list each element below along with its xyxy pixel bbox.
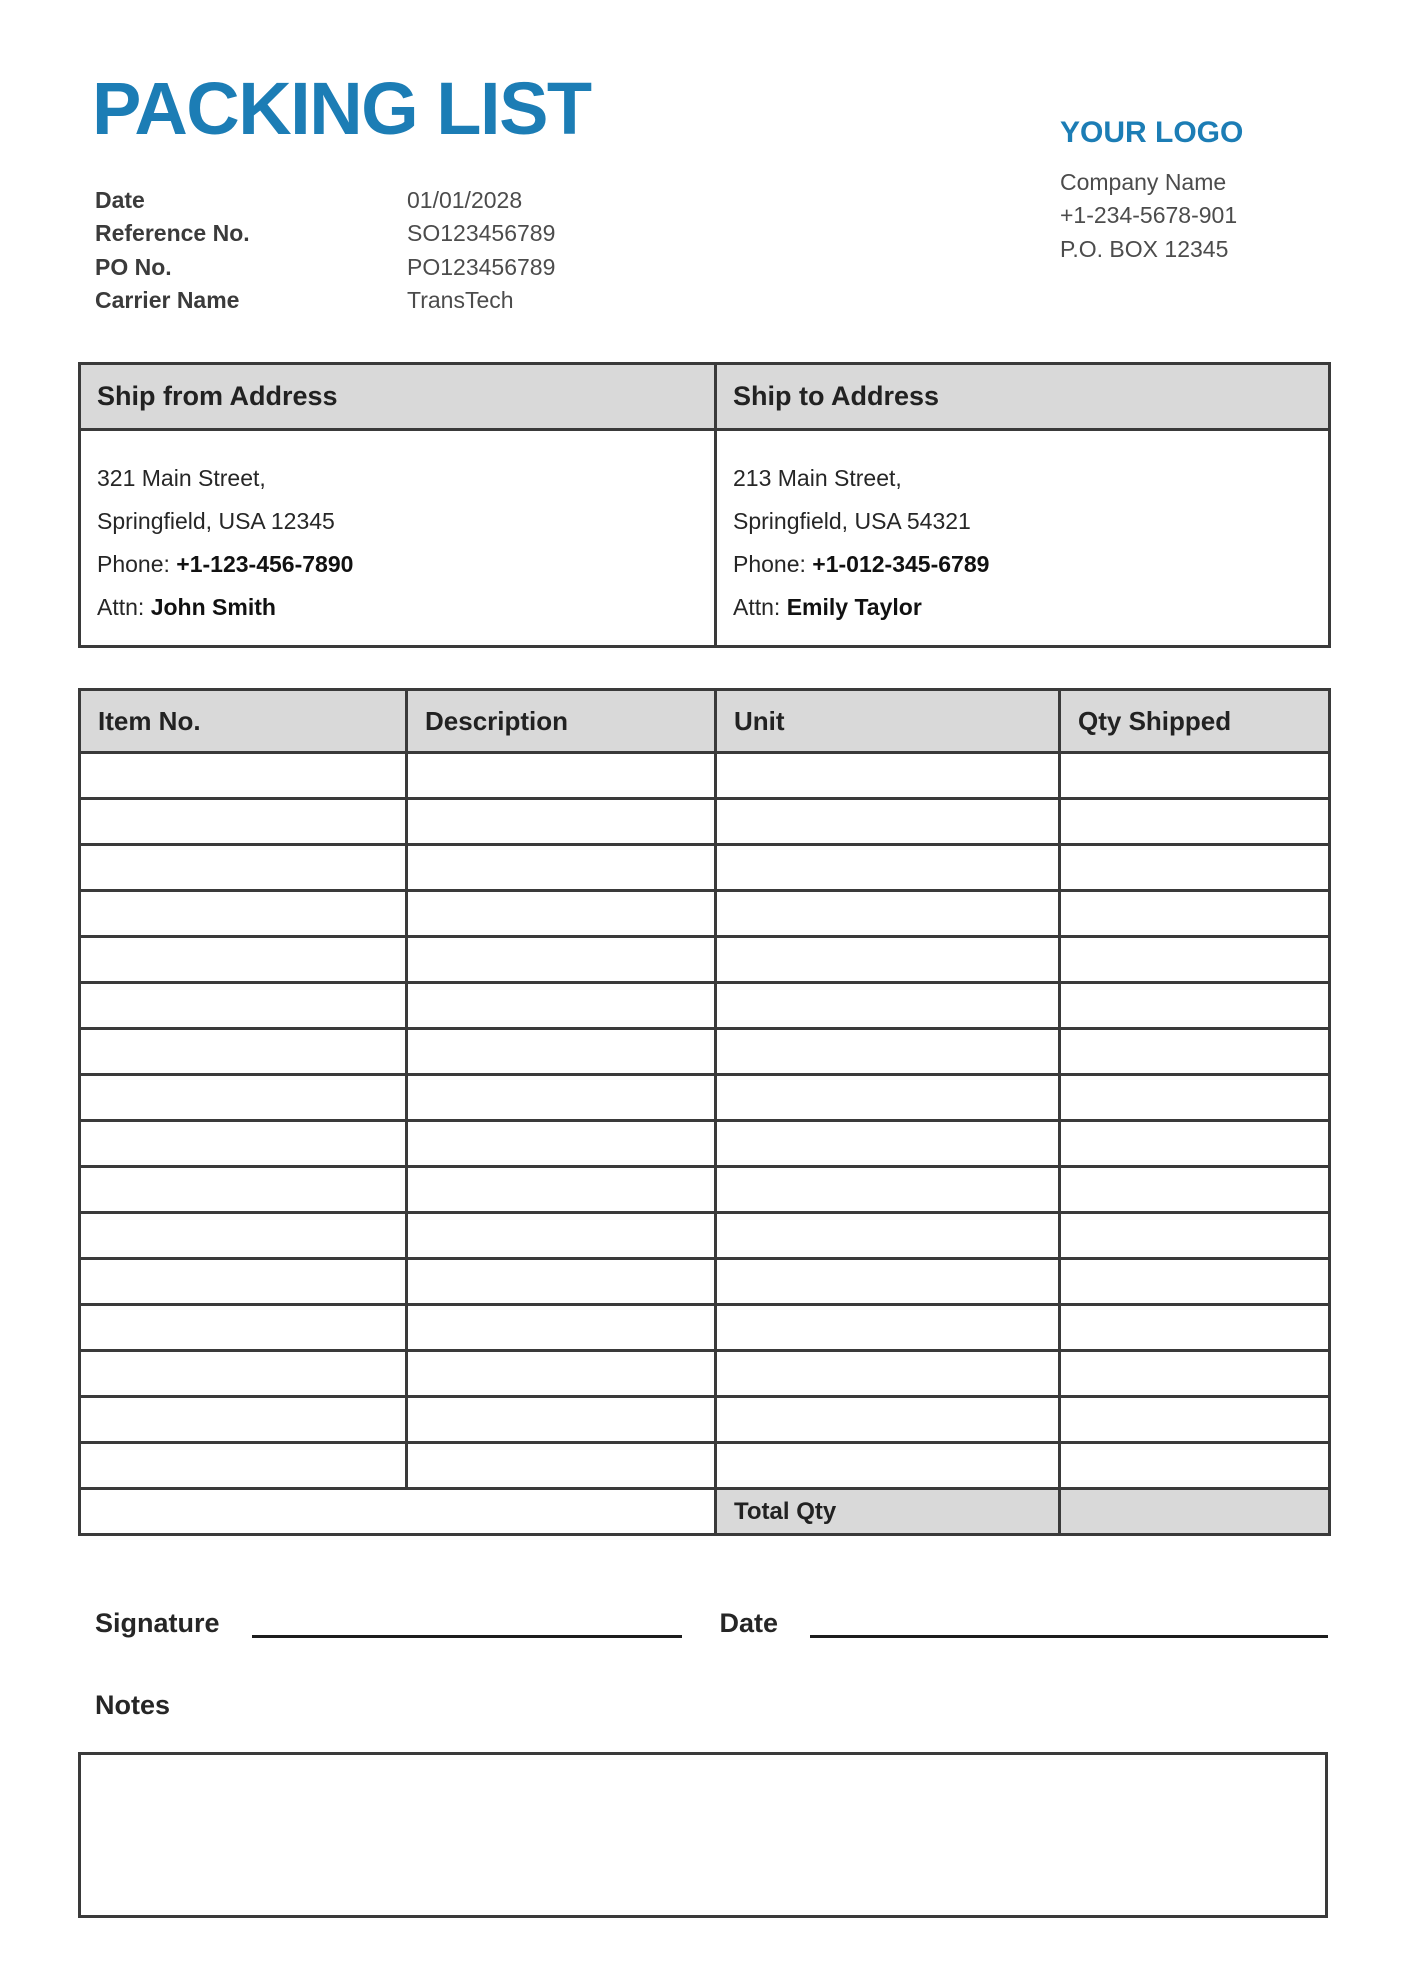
item-cell (407, 937, 716, 983)
reference-value: SO123456789 (407, 220, 556, 247)
items-header-row (80, 690, 1330, 753)
item-cell (716, 1213, 1060, 1259)
item-cell (80, 1305, 407, 1351)
total-qty-label: Total Qty (716, 1489, 1060, 1535)
item-row (80, 1443, 1330, 1489)
address-header-row (80, 364, 1330, 430)
item-cell (80, 1029, 407, 1075)
item-cell (80, 1259, 407, 1305)
item-cell (716, 799, 1060, 845)
address-body-row (80, 430, 1330, 647)
reference-label: Reference No. (95, 220, 250, 247)
items-table (78, 688, 1331, 1536)
item-cell (716, 937, 1060, 983)
address-table (78, 362, 1331, 648)
item-cell (1060, 1443, 1330, 1489)
ship-to-street: 213 Main Street, (733, 465, 902, 491)
item-cell (407, 1167, 716, 1213)
item-cell (716, 1029, 1060, 1075)
ship-from-city: Springfield, USA 12345 (97, 508, 335, 534)
item-cell (407, 1351, 716, 1397)
items-body (80, 753, 1330, 1489)
date-label: Date (95, 187, 145, 213)
meta-row-reference (95, 217, 555, 250)
total-qty-value (1060, 1489, 1330, 1535)
notes-box (78, 1752, 1328, 1918)
item-row (80, 1213, 1330, 1259)
ship-from-street: 321 Main Street, (97, 465, 266, 491)
carrier-value: TransTech (407, 287, 514, 314)
item-cell (407, 845, 716, 891)
meta-row-po (95, 251, 555, 284)
item-cell (80, 937, 407, 983)
page-title: PACKING LIST (92, 67, 591, 150)
item-cell (1060, 1351, 1330, 1397)
item-cell (1060, 1167, 1330, 1213)
date-label-footer: Date (719, 1608, 779, 1638)
ship-to-attn-name: Emily Taylor (786, 594, 922, 620)
item-row (80, 845, 1330, 891)
item-cell (1060, 1213, 1330, 1259)
item-cell (716, 845, 1060, 891)
item-cell (1060, 891, 1330, 937)
ship-to-phone-number: +1-012-345-6789 (812, 551, 990, 577)
item-row (80, 983, 1330, 1029)
item-cell (1060, 1259, 1330, 1305)
item-cell (80, 1121, 407, 1167)
item-cell (80, 845, 407, 891)
item-row (80, 1351, 1330, 1397)
item-cell (407, 1443, 716, 1489)
item-cell (80, 1443, 407, 1489)
ship-to-attn: Attn: Emily Taylor (733, 594, 922, 620)
notes-label: Notes (95, 1690, 171, 1720)
signature-line (252, 1614, 682, 1638)
item-row (80, 1029, 1330, 1075)
item-cell (1060, 1397, 1330, 1443)
item-cell (407, 799, 716, 845)
qty-shipped-header: Qty Shipped (1060, 690, 1330, 753)
ship-to-city: Springfield, USA 54321 (733, 508, 971, 534)
po-label: PO No. (95, 253, 172, 280)
company-po-box: P.O. BOX 12345 (1060, 235, 1229, 262)
date-value: 01/01/2028 (407, 187, 523, 213)
item-cell (716, 1259, 1060, 1305)
item-cell (716, 1075, 1060, 1121)
ship-from-cell (80, 430, 716, 647)
company-block (1060, 116, 1243, 266)
item-cell (1060, 753, 1330, 799)
item-row (80, 1167, 1330, 1213)
item-cell (80, 891, 407, 937)
signature-label: Signature (95, 1608, 220, 1638)
meta-row-carrier (95, 284, 555, 317)
item-cell (407, 1029, 716, 1075)
item-cell (407, 1213, 716, 1259)
item-cell (716, 1305, 1060, 1351)
description-header: Description (407, 690, 716, 753)
item-cell (407, 1305, 716, 1351)
document-meta (95, 184, 555, 318)
item-cell (716, 983, 1060, 1029)
item-cell (1060, 1305, 1330, 1351)
item-row (80, 753, 1330, 799)
carrier-label: Carrier Name (95, 287, 240, 314)
item-row (80, 799, 1330, 845)
item-cell (1060, 1121, 1330, 1167)
item-cell (716, 1443, 1060, 1489)
item-cell (407, 1075, 716, 1121)
item-cell (407, 983, 716, 1029)
signature-section (95, 1608, 1328, 1638)
company-name: Company Name (1060, 169, 1227, 195)
item-row (80, 937, 1330, 983)
item-cell (80, 1167, 407, 1213)
item-row (80, 1121, 1330, 1167)
ship-from-attn: Attn: John Smith (97, 594, 276, 620)
item-cell (80, 983, 407, 1029)
item-cell (80, 1213, 407, 1259)
item-row (80, 1397, 1330, 1443)
unit-header: Unit (716, 690, 1060, 753)
item-row (80, 1305, 1330, 1351)
ship-from-phone: Phone: +1-123-456-7890 (97, 551, 354, 577)
item-row (80, 1075, 1330, 1121)
meta-row-date (95, 184, 555, 217)
item-cell (407, 753, 716, 799)
item-cell (407, 891, 716, 937)
date-line (810, 1614, 1328, 1638)
item-cell (80, 799, 407, 845)
item-cell (1060, 799, 1330, 845)
item-cell (80, 1075, 407, 1121)
ship-to-header: Ship to Address (716, 364, 1330, 430)
item-cell (407, 1397, 716, 1443)
item-cell (716, 753, 1060, 799)
item-cell (80, 1351, 407, 1397)
ship-to-phone: Phone: +1-012-345-6789 (733, 551, 990, 577)
item-cell (1060, 1075, 1330, 1121)
po-value: PO123456789 (407, 253, 556, 280)
item-cell (716, 1121, 1060, 1167)
item-row (80, 891, 1330, 937)
item-row (80, 1259, 1330, 1305)
company-phone: +1-234-5678-901 (1060, 202, 1238, 229)
item-cell (716, 1397, 1060, 1443)
item-cell (1060, 845, 1330, 891)
item-cell (716, 1351, 1060, 1397)
item-cell (1060, 937, 1330, 983)
total-row (80, 1489, 1330, 1535)
total-row-spacer (80, 1489, 716, 1535)
item-cell (407, 1259, 716, 1305)
ship-from-header: Ship from Address (80, 364, 716, 430)
ship-to-cell (716, 430, 1330, 647)
item-cell (80, 1397, 407, 1443)
ship-from-attn-name: John Smith (150, 594, 276, 620)
ship-from-phone-number: +1-123-456-7890 (176, 551, 354, 577)
item-no-header: Item No. (80, 690, 407, 753)
item-cell (716, 891, 1060, 937)
item-cell (716, 1167, 1060, 1213)
item-cell (1060, 983, 1330, 1029)
company-logo: YOUR LOGO (1060, 116, 1244, 149)
item-cell (1060, 1029, 1330, 1075)
item-cell (407, 1121, 716, 1167)
item-cell (80, 753, 407, 799)
